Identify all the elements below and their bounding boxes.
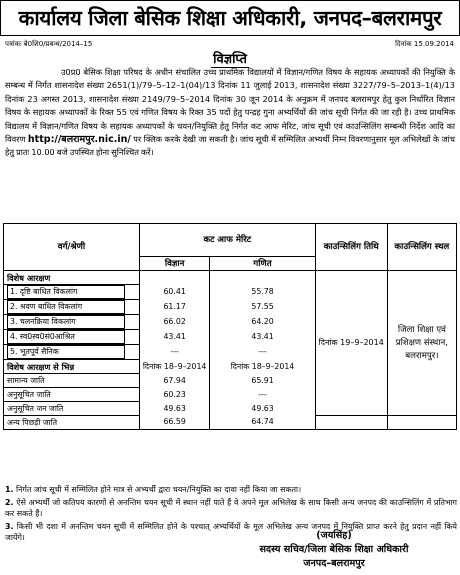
maths-header: गणित <box>210 257 315 271</box>
science-cutoff: 66.02 <box>163 317 186 326</box>
cutoff-table <box>3 223 457 430</box>
counselling-venue-header: काउन्सिलिंग स्थल <box>387 224 456 271</box>
maths-cutoff: --- <box>258 389 267 399</box>
category-label: सामान्य जाति <box>4 374 140 388</box>
reference-number: पत्रांकः बे0शि0/प्रबन्ध/2014–15 <box>5 40 93 48</box>
science-cutoff: 61.17 <box>163 302 186 311</box>
category-label: अन्य पिछड़ी जाति <box>4 416 140 430</box>
maths-cutoff: 49.63 <box>251 403 274 413</box>
signatory-place: जनपद–बलरामपुर <box>303 558 365 569</box>
science-cutoff: 49.63 <box>163 403 186 413</box>
note-item: 3. किसी भी दशा में अनन्तिम चयन सूची में सम्मिलित होने के पश्चात् अभ्यर्थियों के मूल अभिलेख अन्य जनपद में नियुक्ति प्राप्त करने हेतु प्रदान नहीं किये जायेंगे। <box>5 522 457 542</box>
category-label: 5. भूतपूर्व सैनिक <box>7 345 125 359</box>
maths-cutoff: 57.55 <box>251 302 274 311</box>
maths-cutoff: 55.78 <box>251 287 274 296</box>
counselling-date-cell <box>315 271 387 416</box>
science-cutoff: 43.41 <box>163 332 186 341</box>
notice-body <box>5 66 455 160</box>
category-label: 4. स्व0स्व0सं0आश्रित <box>7 330 125 344</box>
maths-cutoff: --- <box>258 347 267 356</box>
signatory-name: (जयसिंह) <box>316 530 352 541</box>
other-reservation-label: विशेष आरक्षण से भिन्न <box>4 360 140 374</box>
office-title: कार्यालय जिला बेसिक शिक्षा अधिकारी, जनपद–बलरामपुर <box>18 6 442 30</box>
issue-date: दिनांक 15.09.2014 <box>395 40 454 48</box>
category-label: अनुसूचित जाति <box>4 388 140 402</box>
science-header: विज्ञान <box>139 257 210 271</box>
counselling-venue: जिला शिक्षा एवं प्रशिक्षण संस्थान, बलरामपुर। <box>395 324 449 361</box>
table-row <box>4 416 457 430</box>
note-item: 1. निर्गत जांच सूची में सम्मिलित होने मात्र से अभ्यर्थी द्वारा चयन/नियुक्ति का दावा नहीं किया जा सकता। <box>5 485 302 494</box>
note-item: 2. ऐसे अभ्यर्थी जो कतिपय कारणों से अनन्तिम चयन सूची में स्थान नहीं पाते हैं वे अपने मूल अभिलेख के साथ किसी अन्य जनपद की काउन्सिलिंग में प्रतिभाग कर सकते हैं। <box>5 498 457 518</box>
category-header: वर्ग/श्रेणी <box>4 224 140 271</box>
science-cutoff: 60.23 <box>163 389 186 399</box>
maths-cutoff: 64.20 <box>251 317 274 326</box>
category-label: 3. चलनक्रिया विकलांग <box>7 315 125 329</box>
notice-heading <box>0 48 460 68</box>
science-cutoff: 66.59 <box>163 417 186 427</box>
maths-cutoff: 43.41 <box>251 332 274 341</box>
science-cutoff: 67.94 <box>163 375 186 385</box>
counselling-date-header: काउन्सिलिंग तिथि <box>315 224 387 271</box>
body-paragraph-2: पर क्लिक करके देखी जा सकती है। जांच सूची में सम्मिलित अभ्यर्थी निम्न विवरणानुसार मूल अभिलेखों के जांच हेतु प्रातः 10.00 बजे उपस्थित होना सुनिश्चित करें। <box>5 134 455 158</box>
website-link[interactable]: http://बलरामपुर.nic.in/ <box>27 134 131 146</box>
category-label: 2. श्रवण बाधित विकलांग <box>7 300 125 314</box>
signature-block <box>214 529 454 571</box>
body-paragraph-1: उ0प्र0 बेसिक शिक्षा परिषद के अधीन संचालित उच्च प्राथमिक विद्यालयों में विज्ञान/गणित विषय के सहायक अध्यापकों की नियुक्ति के सम्बन्ध में निर्गत शासनादेश संख्या 2651(1)/79–5–12–1(04)/13 दिनांक 11 जुलाई 2013, शासनादेश संख्या 3227/79–5–2013–1(4)/13 दिनांक 23 अगस्त 2013, शासनादेश संख्या 2149/79–5–2014 दिनांक 30 जून 2014 के अनुक्रम में जनपद बलरामपुर हेतु कुल निर्धारित विज्ञान विषय के सहायक अध्यापकों के रिक्त 55 एवं गणित विषय के रिक्त 35 पदों हेतु पन्द्रह गुना अभ्यर्थियों की जांच सूची निर्गत की जा रही है। उच्च प्राथमिक विद्यालय में विज्ञान/गणित विषय के सहायक अध्यापकों के चयन/नियुक्ति हेतु निर्गत कट आफ मेरिट, जांच सूची एवं काउन्सिलिंग सम्बन्धी निर्देश आदि का विवरण <box>5 67 455 145</box>
signatory-designation: सदस्य सचिव/जिला बेसिक शिक्षा अधिकारी <box>259 544 409 555</box>
special-reservation-label: विशेष आरक्षण <box>4 271 140 285</box>
category-label: अनुसूचित जन जाति <box>4 402 140 416</box>
science-cutoff: --- <box>170 347 179 356</box>
science-cutoff: 60.41 <box>163 287 186 296</box>
office-header <box>0 0 460 36</box>
maths-date: दिनांक 18–9–2014 <box>230 361 295 371</box>
cutoff-header: कट आफ मेरिट <box>139 224 315 257</box>
counselling-date: दिनांक 19–9–2014 <box>318 338 384 347</box>
counselling-venue-cell <box>387 271 456 416</box>
category-label: 1. दृष्टि बाधित विकलांग <box>7 285 125 299</box>
notice-title: विज्ञप्ति <box>211 49 249 68</box>
science-date: दिनांक 18–9–2014 <box>142 361 207 371</box>
maths-cutoff: 65.91 <box>251 375 274 385</box>
maths-cutoff: 64.74 <box>251 417 274 427</box>
